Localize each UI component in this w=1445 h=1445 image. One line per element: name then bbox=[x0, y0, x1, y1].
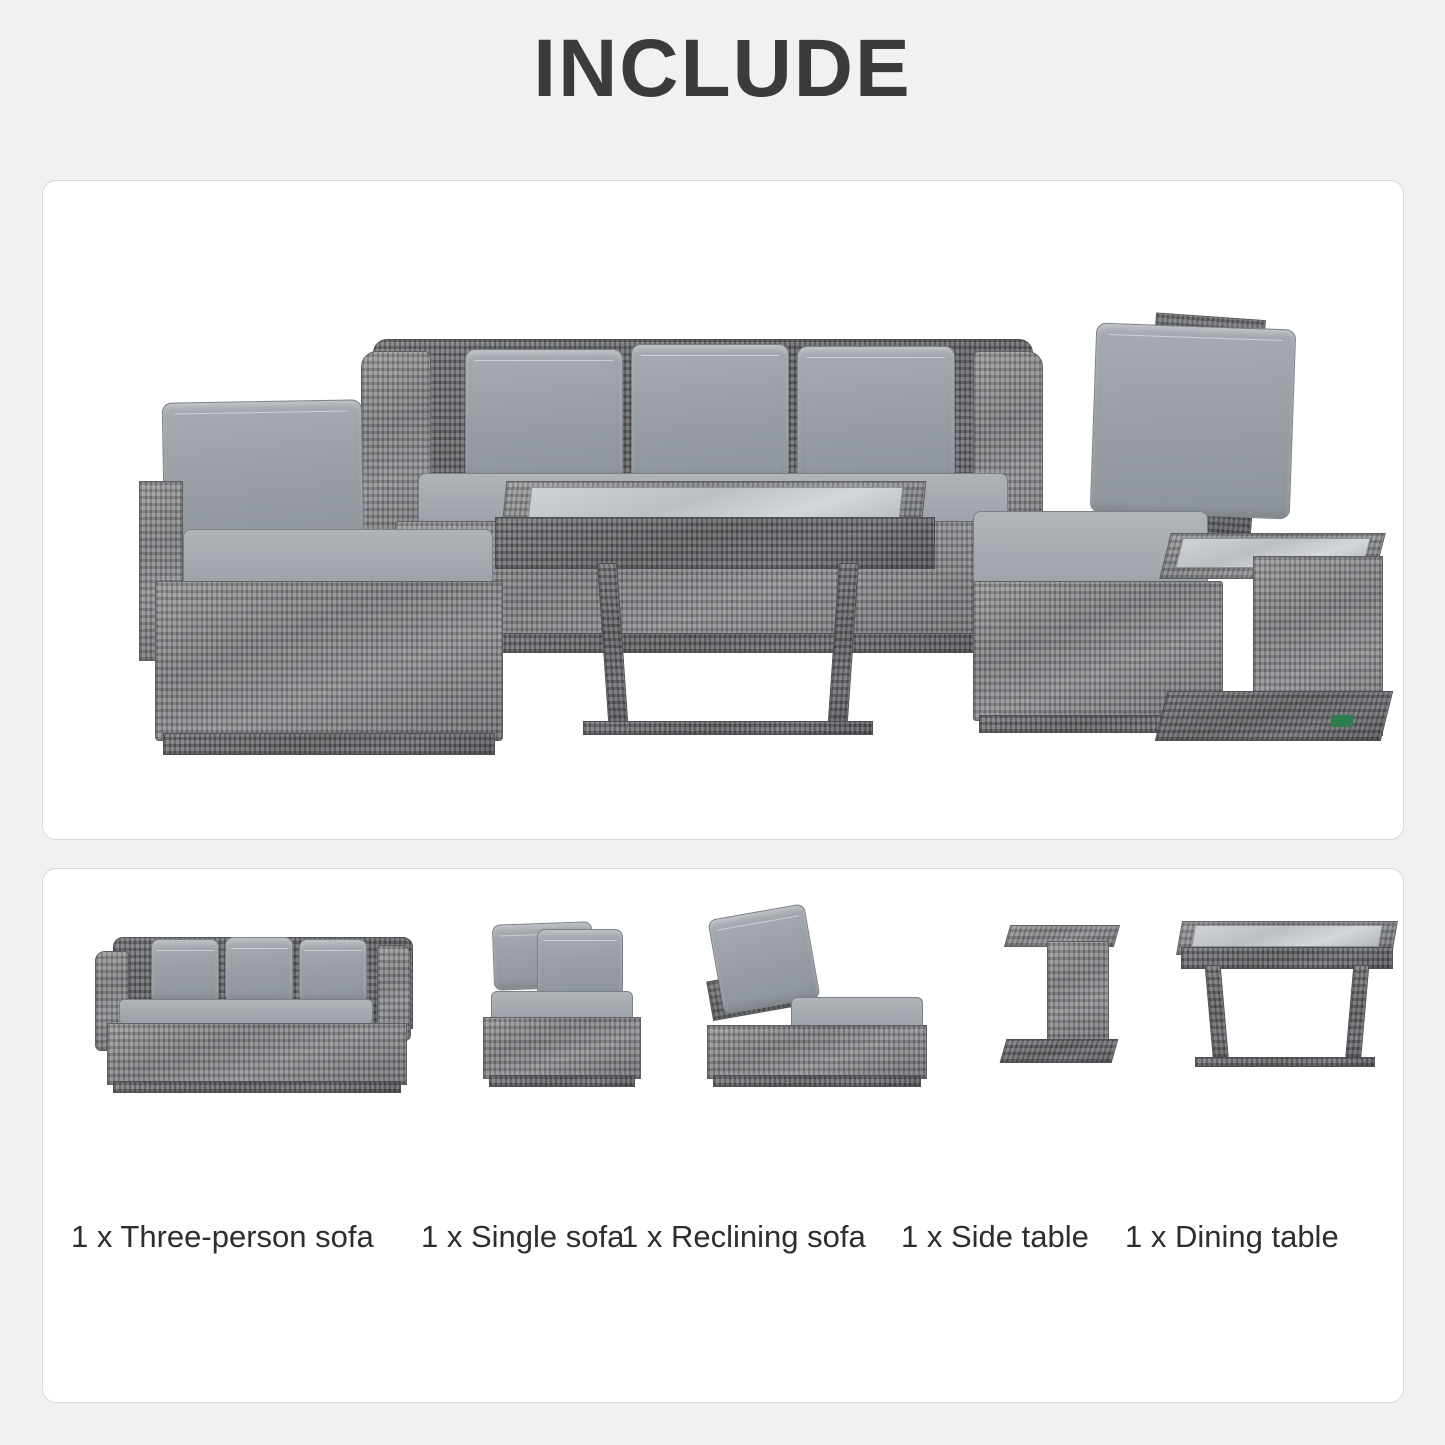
sofa-plinth bbox=[489, 1075, 635, 1087]
thumbnail-labels bbox=[43, 1219, 1403, 1269]
back-cushion-second bbox=[537, 929, 623, 999]
seat-cushion bbox=[119, 999, 373, 1025]
table-foot-rail bbox=[583, 721, 873, 735]
sofa-base bbox=[155, 581, 503, 741]
brand-tag bbox=[1331, 715, 1353, 727]
back-cushion bbox=[225, 937, 293, 1003]
side-table-body bbox=[1047, 941, 1109, 1045]
page-title: INCLUDE bbox=[533, 23, 912, 114]
thumb-dining-table bbox=[1173, 899, 1413, 1159]
back-cushion bbox=[631, 344, 789, 481]
label-three-person-sofa: 1 x Three-person sofa bbox=[71, 1219, 374, 1254]
thumb-reclining-sofa bbox=[693, 899, 943, 1159]
sofa-base bbox=[483, 1017, 641, 1079]
include-list-panel bbox=[42, 868, 1404, 1403]
thumb-side-table bbox=[993, 899, 1143, 1159]
side-table-foot bbox=[1000, 1039, 1119, 1063]
back-cushion bbox=[465, 349, 623, 481]
label-single-sofa: 1 x Single sofa bbox=[421, 1219, 625, 1254]
table-glass-top bbox=[1191, 925, 1383, 947]
thumb-single-sofa bbox=[463, 899, 663, 1159]
hero-scene bbox=[43, 181, 1403, 839]
back-cushion bbox=[151, 939, 219, 1003]
hero-panel bbox=[42, 180, 1404, 840]
sofa-base bbox=[107, 1023, 407, 1085]
thumb-three-person-sofa bbox=[83, 899, 413, 1159]
sofa-plinth bbox=[113, 1081, 401, 1093]
back-cushion bbox=[797, 346, 955, 481]
table-foot-rail bbox=[1195, 1057, 1375, 1067]
label-side-table: 1 x Side table bbox=[901, 1219, 1089, 1254]
label-dining-table: 1 x Dining table bbox=[1125, 1219, 1339, 1254]
table-leg bbox=[1205, 965, 1230, 1065]
thumbnail-row bbox=[43, 899, 1403, 1199]
back-cushion bbox=[299, 939, 367, 1003]
table-leg bbox=[1345, 965, 1370, 1065]
label-reclining-sofa: 1 x Reclining sofa bbox=[621, 1219, 866, 1254]
table-apron bbox=[495, 517, 935, 569]
recliner-base bbox=[707, 1025, 927, 1079]
recliner-back-cushion bbox=[1090, 323, 1297, 520]
sofa-plinth bbox=[163, 733, 495, 755]
recliner-plinth bbox=[713, 1075, 921, 1087]
side-table-foot bbox=[1155, 691, 1393, 741]
